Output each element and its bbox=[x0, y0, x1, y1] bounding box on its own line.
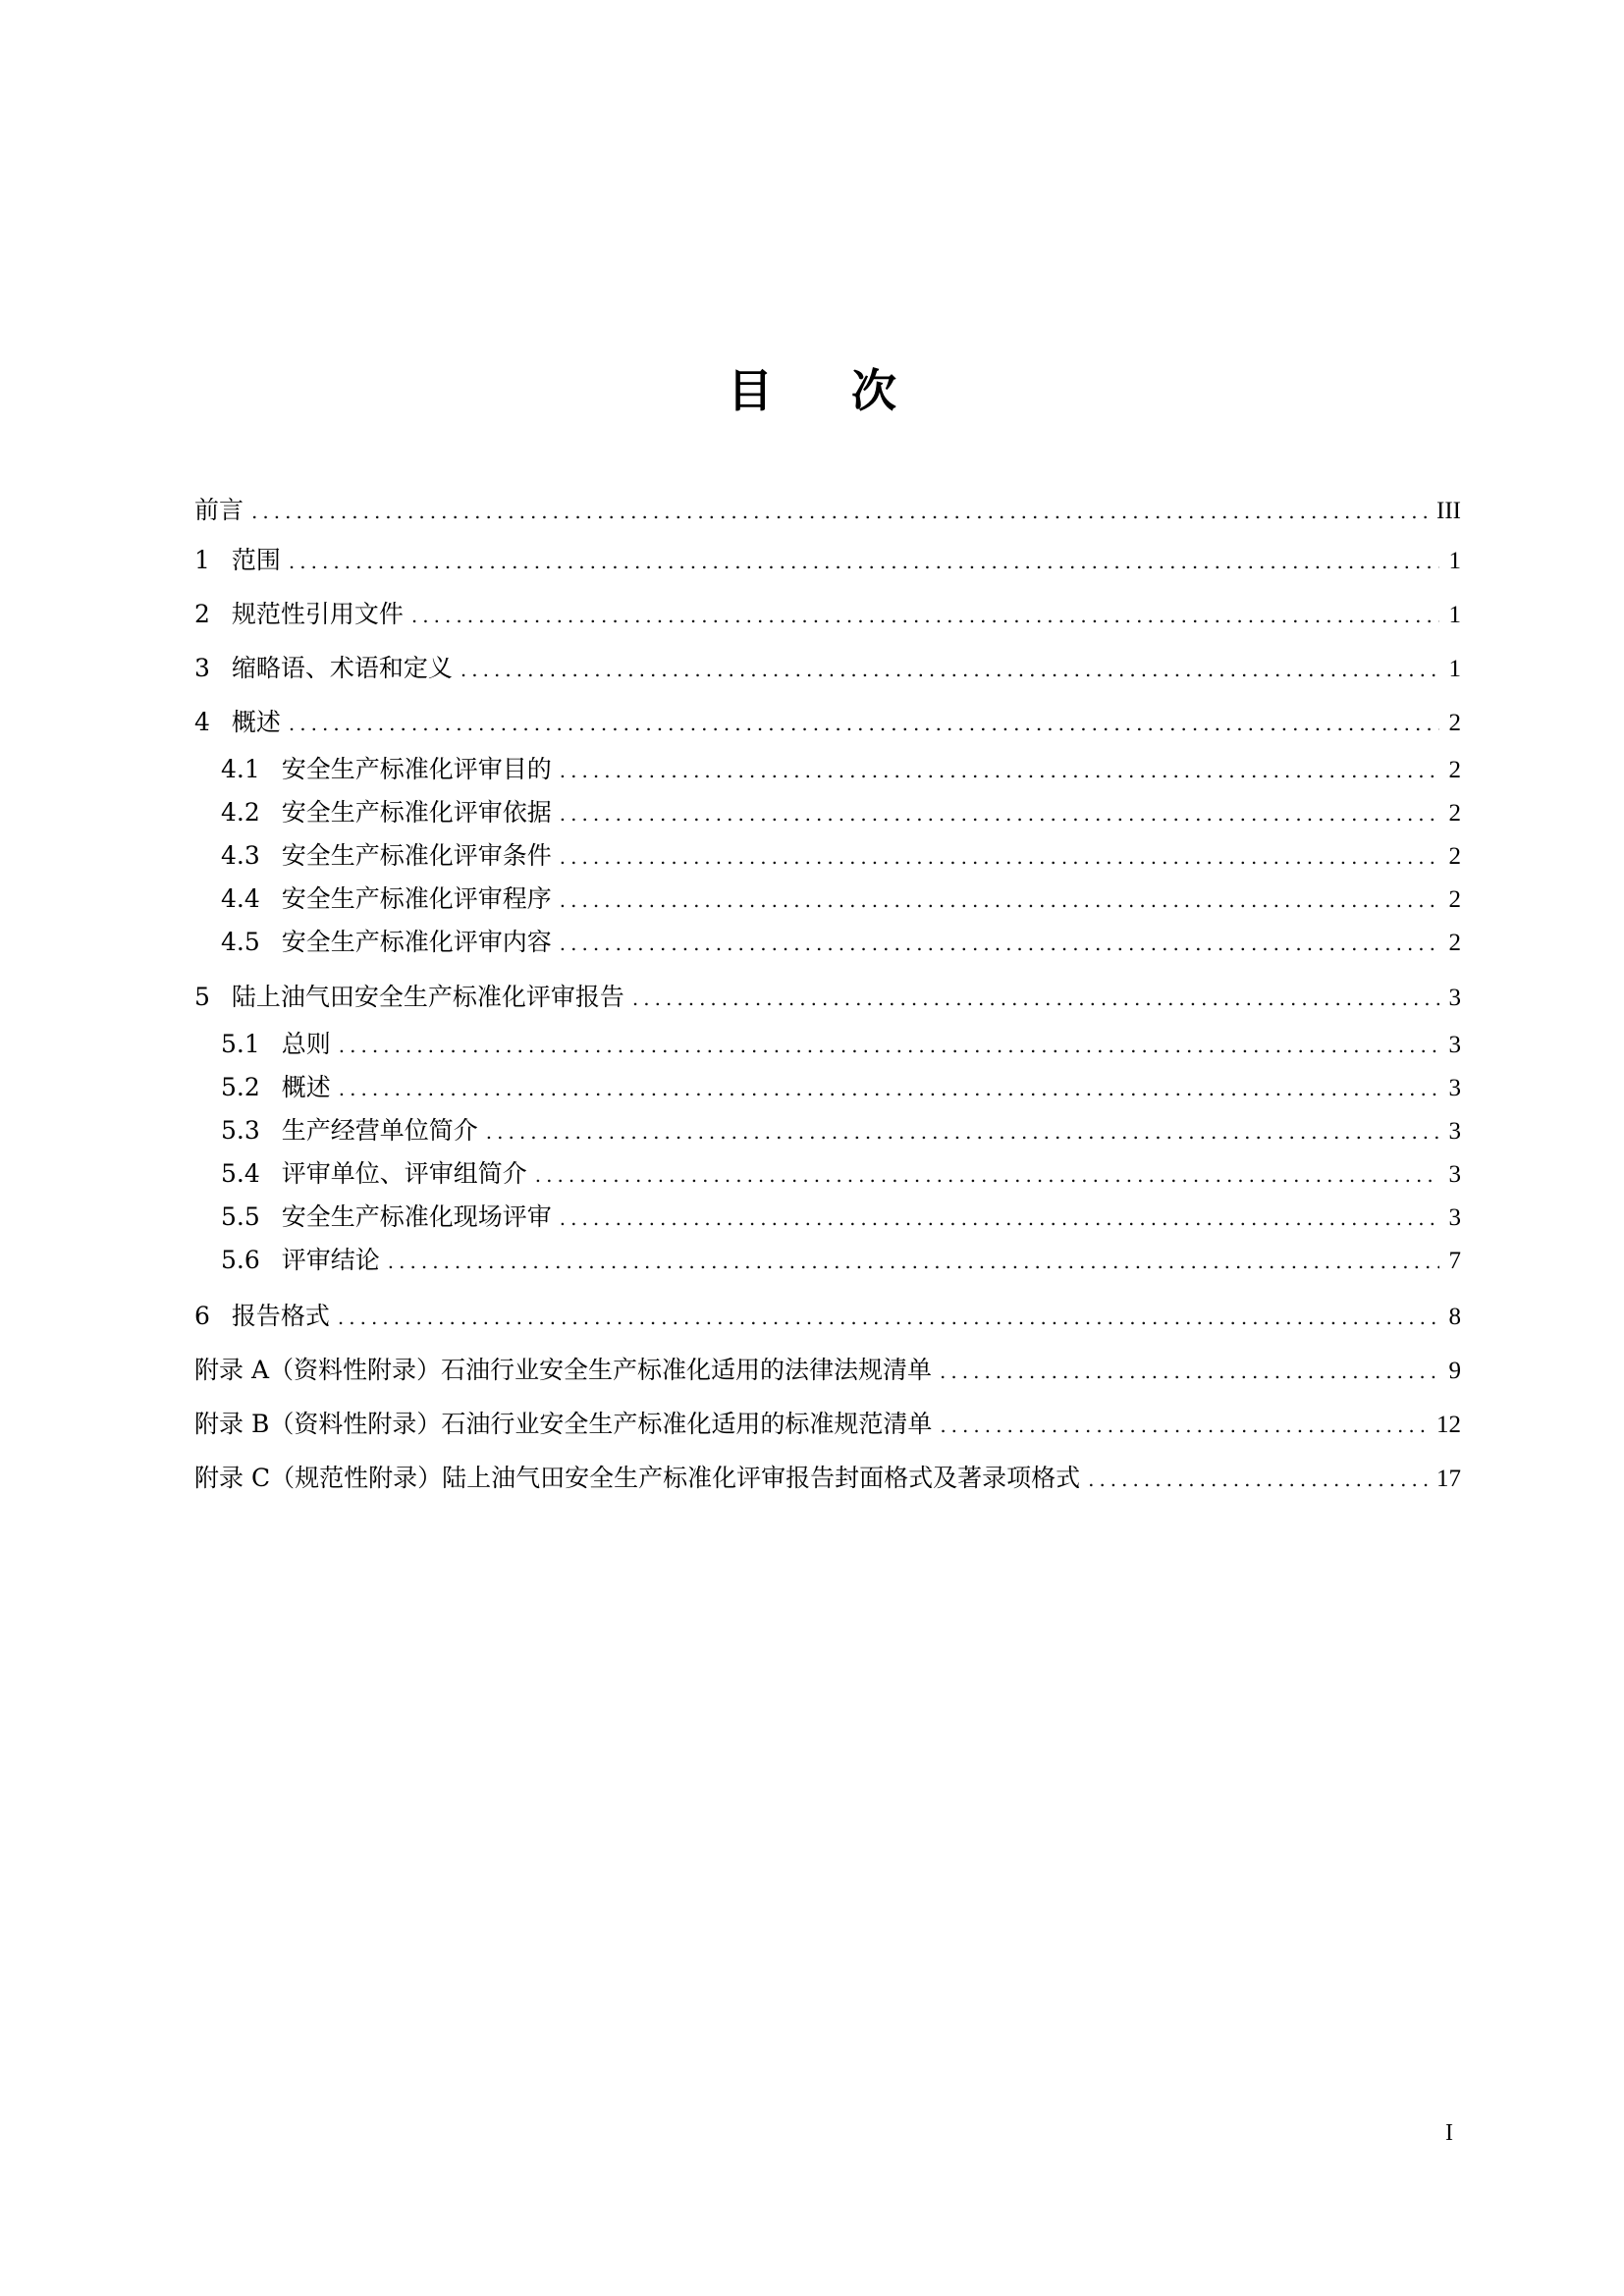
toc-leader-dots bbox=[940, 1352, 1439, 1391]
toc-entry-page: 3 bbox=[1448, 985, 1461, 1011]
toc-entry-page: 3 bbox=[1448, 1032, 1461, 1058]
toc-entry-page: 9 bbox=[1448, 1358, 1461, 1384]
toc-entry-page: 7 bbox=[1448, 1248, 1461, 1274]
toc-entry-2[interactable] bbox=[194, 595, 1461, 634]
toc-entry-label: 评审结论 bbox=[281, 1246, 380, 1274]
toc-entry-number: 5.5 bbox=[221, 1202, 260, 1231]
toc-entry-number: 5.4 bbox=[221, 1159, 260, 1188]
toc-entry-5-1[interactable] bbox=[221, 1025, 1461, 1064]
toc-entry-page: 17 bbox=[1436, 1466, 1461, 1492]
toc-entry-label: 附录 A（资料性附录）石油行业安全生产标准化适用的法律法规清单 bbox=[194, 1356, 933, 1384]
toc-leader-dots bbox=[560, 751, 1439, 790]
page-number: I bbox=[1445, 2120, 1453, 2146]
toc-leader-dots bbox=[1088, 1460, 1429, 1499]
toc-entry-label: 安全生产标准化评审条件 bbox=[281, 841, 552, 870]
toc-entry-page: 2 bbox=[1448, 710, 1461, 736]
toc-entry-5-2[interactable] bbox=[221, 1068, 1461, 1107]
toc-entry-label: 附录 C（规范性附录）陆上油气田安全生产标准化评审报告封面格式及著录项格式 bbox=[194, 1464, 1081, 1492]
toc-leader-dots bbox=[560, 881, 1439, 920]
toc-entry-number: 5.2 bbox=[221, 1073, 260, 1101]
toc-entry-4-3[interactable] bbox=[221, 836, 1461, 876]
toc-entry-number: 5 bbox=[194, 983, 210, 1011]
toc-entry-1[interactable] bbox=[194, 541, 1461, 580]
toc-entry-page: 1 bbox=[1448, 656, 1461, 682]
toc-leader-dots bbox=[289, 704, 1439, 743]
toc-entry-preface[interactable] bbox=[194, 491, 1461, 530]
toc-entry-label: 缩略语、术语和定义 bbox=[231, 654, 453, 682]
toc-entry-5-6[interactable] bbox=[221, 1241, 1461, 1280]
toc-leader-dots bbox=[251, 492, 1429, 531]
toc-entry-5[interactable] bbox=[194, 978, 1461, 1017]
toc-entry-label: 前言 bbox=[194, 496, 244, 524]
toc-entry-page: 2 bbox=[1448, 800, 1461, 827]
toc-entry-number: 4 bbox=[194, 708, 210, 736]
toc-entry-label: 概述 bbox=[231, 708, 281, 736]
toc-entry-label: 安全生产标准化评审内容 bbox=[281, 928, 552, 956]
toc-entry-number: 5.1 bbox=[221, 1030, 260, 1058]
toc-leader-dots bbox=[460, 650, 1439, 689]
toc-entry-number: 4.4 bbox=[221, 884, 260, 913]
toc-leader-dots bbox=[560, 1199, 1439, 1238]
toc-leader-dots bbox=[535, 1155, 1439, 1195]
toc-entry-label: 规范性引用文件 bbox=[231, 600, 404, 628]
toc-leader-dots bbox=[411, 596, 1439, 635]
toc-entry-5-3[interactable] bbox=[221, 1111, 1461, 1150]
toc-entry-number: 4.1 bbox=[221, 755, 260, 783]
toc-entry-4-1[interactable] bbox=[221, 750, 1461, 789]
page-title: 目次 bbox=[728, 364, 975, 417]
toc-entry-5-4[interactable] bbox=[221, 1154, 1461, 1194]
toc-entry-page: 1 bbox=[1448, 548, 1461, 574]
toc-entry-label: 安全生产标准化现场评审 bbox=[281, 1202, 552, 1231]
toc-entry-label: 安全生产标准化评审程序 bbox=[281, 884, 552, 913]
toc-leader-dots bbox=[388, 1242, 1439, 1281]
toc-entry-page: 3 bbox=[1448, 1204, 1461, 1231]
toc-entry-appendix-c[interactable] bbox=[194, 1459, 1461, 1498]
toc-entry-label: 安全生产标准化评审目的 bbox=[281, 755, 552, 783]
toc-entry-number: 4.3 bbox=[221, 841, 260, 870]
toc-entry-4-5[interactable] bbox=[221, 923, 1461, 962]
toc-entry-number: 1 bbox=[194, 546, 210, 574]
toc-entry-page: 2 bbox=[1448, 843, 1461, 870]
toc-entry-number: 5.6 bbox=[221, 1246, 260, 1274]
toc-entry-page: 3 bbox=[1448, 1075, 1461, 1101]
toc-entry-page: III bbox=[1436, 498, 1461, 524]
toc-leader-dots bbox=[339, 1026, 1439, 1065]
toc-entry-page: 3 bbox=[1448, 1118, 1461, 1145]
toc-entry-appendix-a[interactable] bbox=[194, 1351, 1461, 1390]
toc-entry-label: 概述 bbox=[281, 1073, 331, 1101]
toc-entry-4-2[interactable] bbox=[221, 793, 1461, 832]
toc-entry-number: 6 bbox=[194, 1302, 210, 1330]
toc-entry-label: 附录 B（资料性附录）石油行业安全生产标准化适用的标准规范清单 bbox=[194, 1410, 933, 1438]
toc-leader-dots bbox=[338, 1298, 1439, 1337]
toc-entry-6[interactable] bbox=[194, 1297, 1461, 1336]
toc-leader-dots bbox=[560, 924, 1439, 963]
toc-entry-page: 2 bbox=[1448, 757, 1461, 783]
toc-entry-number: 2 bbox=[194, 600, 210, 628]
toc-entry-number: 3 bbox=[194, 654, 210, 682]
toc-entry-number: 4.2 bbox=[221, 798, 260, 827]
toc-leader-dots bbox=[560, 837, 1439, 877]
toc-entry-page: 3 bbox=[1448, 1161, 1461, 1188]
toc-entry-4[interactable] bbox=[194, 703, 1461, 742]
toc-entry-page: 8 bbox=[1448, 1304, 1461, 1330]
toc-entry-3[interactable] bbox=[194, 649, 1461, 688]
toc-entry-label: 生产经营单位简介 bbox=[281, 1116, 478, 1145]
toc-leader-dots bbox=[560, 794, 1439, 833]
toc-leader-dots bbox=[632, 979, 1439, 1018]
toc-entry-number: 4.5 bbox=[221, 928, 260, 956]
toc-entry-page: 12 bbox=[1436, 1412, 1461, 1438]
toc-entry-appendix-b[interactable] bbox=[194, 1405, 1461, 1444]
toc-entry-number: 5.3 bbox=[221, 1116, 260, 1145]
toc-entry-label: 陆上油气田安全生产标准化评审报告 bbox=[231, 983, 624, 1011]
toc-entry-page: 1 bbox=[1448, 602, 1461, 628]
toc-leader-dots bbox=[289, 542, 1439, 581]
toc-entry-label: 报告格式 bbox=[231, 1302, 330, 1330]
toc-entry-label: 总则 bbox=[281, 1030, 331, 1058]
toc-leader-dots bbox=[940, 1406, 1429, 1445]
toc-entry-5-5[interactable] bbox=[221, 1198, 1461, 1237]
toc-entry-label: 评审单位、评审组简介 bbox=[281, 1159, 527, 1188]
toc-entry-4-4[interactable] bbox=[221, 880, 1461, 919]
toc-entry-page: 2 bbox=[1448, 930, 1461, 956]
toc-entry-label: 范围 bbox=[231, 546, 281, 574]
toc-leader-dots bbox=[339, 1069, 1439, 1108]
toc-leader-dots bbox=[486, 1112, 1439, 1151]
toc-entry-label: 安全生产标准化评审依据 bbox=[281, 798, 552, 827]
toc-entry-page: 2 bbox=[1448, 886, 1461, 913]
